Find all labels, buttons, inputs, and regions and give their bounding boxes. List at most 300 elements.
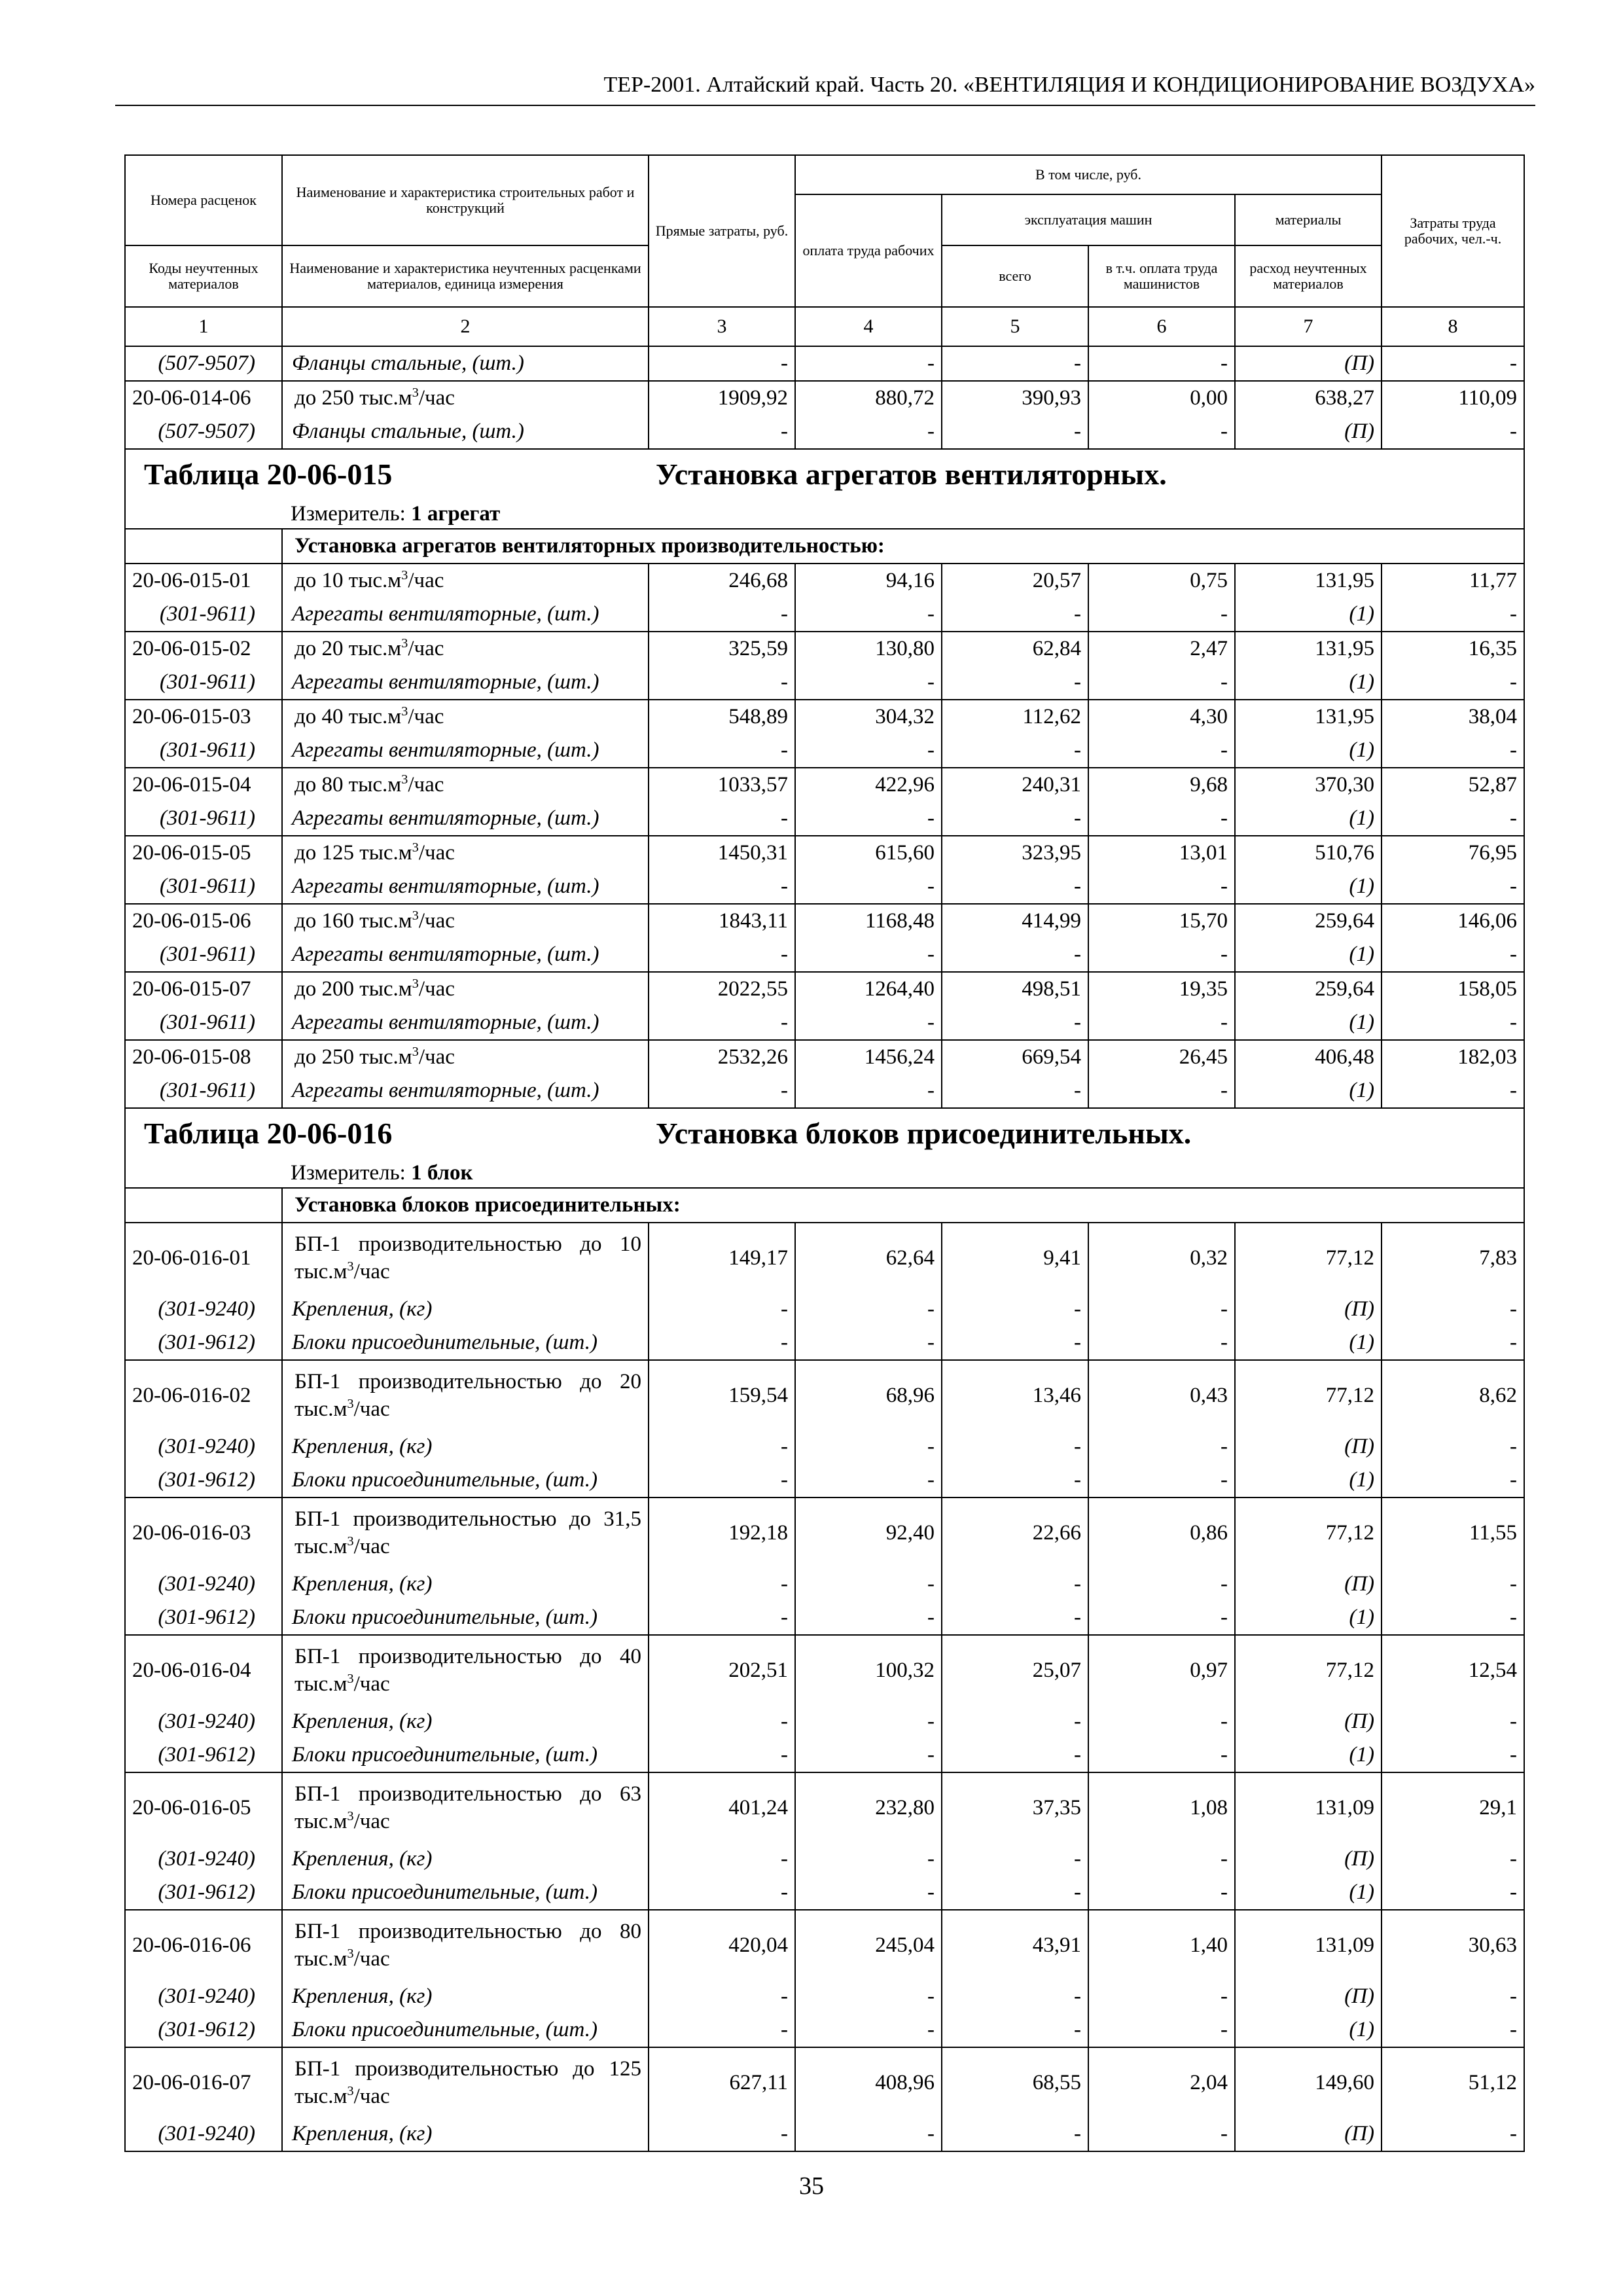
cell-labor-hours: 182,03 (1382, 1040, 1524, 1074)
material-row (125, 1980, 1524, 2013)
cell-direct-costs: - (649, 802, 795, 836)
cell-machinist-pay: 0,75 (1088, 564, 1235, 598)
page-number: 35 (799, 2172, 824, 2200)
cell-labor-pay: - (795, 415, 942, 449)
col-including: В том числе, руб. (795, 155, 1382, 194)
cell-direct-costs: - (649, 1980, 795, 2013)
cell-machine-total: - (942, 666, 1088, 700)
cell-direct-costs: 159,54 (649, 1360, 795, 1430)
col-labor-hours: Затраты труда рабочих, чел.-ч. (1382, 155, 1524, 307)
cell-machinist-pay: - (1088, 1463, 1235, 1498)
material-code: (301-9611) (125, 598, 282, 632)
cell-direct-costs: - (649, 2117, 795, 2151)
cell-labor-hours: 30,63 (1382, 1910, 1524, 1980)
cell-labor-pay: - (795, 598, 942, 632)
cell-machine-total: - (942, 1601, 1088, 1635)
cell-materials: (1) (1235, 938, 1382, 972)
rate-code: 20-06-016-07 (125, 2047, 282, 2117)
material-name: Крепления, (кг) (282, 1842, 649, 1876)
material-row (125, 734, 1524, 768)
rate-code: 20-06-015-03 (125, 700, 282, 734)
rate-name: БП-1 производительностью до 10 $тыс.м^3$/час (282, 1223, 649, 1293)
rate-row (125, 1040, 1524, 1074)
cell-machinist-pay: - (1088, 1006, 1235, 1040)
cell-machine-total: 62,84 (942, 632, 1088, 666)
cell-machinist-pay: - (1088, 2013, 1235, 2047)
table-016-body (125, 1223, 1524, 2151)
cell-labor-pay: - (795, 2013, 942, 2047)
material-name: Блоки присоединительные, (шт.) (282, 1601, 649, 1635)
cell-materials: (П) (1235, 346, 1382, 381)
rate-code: 20-06-015-06 (125, 904, 282, 938)
cell-direct-costs: - (649, 938, 795, 972)
cell-direct-costs: - (649, 1601, 795, 1635)
cell-labor-pay: 130,80 (795, 632, 942, 666)
material-name: Крепления, (кг) (282, 1705, 649, 1738)
group-row (125, 1188, 1524, 1223)
col-number: 4 (795, 307, 942, 346)
cell-machinist-pay: 0,43 (1088, 1360, 1235, 1430)
cell-labor-pay: 68,96 (795, 1360, 942, 1430)
material-name: Фланцы стальные, (шт.) (282, 415, 649, 449)
col-number: 2 (282, 307, 649, 346)
cell-machine-total: - (942, 1842, 1088, 1876)
cell-materials: (П) (1235, 415, 1382, 449)
cell-direct-costs: 1909,92 (649, 381, 795, 415)
material-row (125, 938, 1524, 972)
cell-labor-pay: - (795, 734, 942, 768)
cell-labor-pay: 304,32 (795, 700, 942, 734)
rates-table (124, 154, 1525, 2152)
cell-direct-costs: 149,17 (649, 1223, 795, 1293)
cell-materials: 77,12 (1235, 1223, 1382, 1293)
measure-line: Измеритель: 1 агрегат (291, 502, 501, 526)
material-row (125, 802, 1524, 836)
cell-labor-pay: - (795, 1601, 942, 1635)
group-title: Установка агрегатов вентиляторных производительностью: (294, 534, 885, 558)
rate-code: 20-06-016-03 (125, 1498, 282, 1568)
cell-materials: 259,64 (1235, 904, 1382, 938)
cell-labor-hours: - (1382, 734, 1524, 768)
cell-direct-costs: - (649, 2013, 795, 2047)
material-row (125, 2117, 1524, 2151)
rate-name: БП-1 производительностью до 20 $тыс.м^3$/час (282, 1360, 649, 1430)
rate-row (125, 972, 1524, 1006)
cell-machinist-pay: 2,47 (1088, 632, 1235, 666)
rate-row (125, 1360, 1524, 1430)
col-materials: материалы (1235, 194, 1382, 245)
cell-machinist-pay: - (1088, 1326, 1235, 1360)
material-row (125, 1738, 1524, 1772)
cell-labor-pay: - (795, 1876, 942, 1910)
cell-materials: (П) (1235, 1568, 1382, 1601)
material-name: Блоки присоединительные, (шт.) (282, 1738, 649, 1772)
material-row (125, 415, 1524, 449)
rate-name: до 10 $тыс.м^3$/час (282, 564, 649, 598)
cell-machinist-pay: 19,35 (1088, 972, 1235, 1006)
cell-machinist-pay: - (1088, 2117, 1235, 2151)
cell-machine-total: - (942, 734, 1088, 768)
cell-direct-costs: - (649, 666, 795, 700)
cell-machinist-pay: - (1088, 734, 1235, 768)
material-code: (301-9240) (125, 1980, 282, 2013)
cell-machine-total: 498,51 (942, 972, 1088, 1006)
cell-materials: (1) (1235, 2013, 1382, 2047)
cell-labor-pay: 245,04 (795, 1910, 942, 1980)
material-code: (301-9240) (125, 1568, 282, 1601)
cell-machinist-pay: - (1088, 1074, 1235, 1108)
table-title: Установка агрегатов вентиляторных. (656, 457, 1167, 491)
rate-code: 20-06-015-04 (125, 768, 282, 802)
cell-machine-total: - (942, 802, 1088, 836)
cell-labor-pay: - (795, 1568, 942, 1601)
cell-machine-total: - (942, 1293, 1088, 1326)
cell-machinist-pay: - (1088, 666, 1235, 700)
cell-labor-pay: 880,72 (795, 381, 942, 415)
cell-materials: (П) (1235, 2117, 1382, 2151)
cell-machinist-pay: - (1088, 1601, 1235, 1635)
cell-labor-hours: 7,83 (1382, 1223, 1524, 1293)
col-labor-pay: оплата труда рабочих (795, 194, 942, 307)
cell-materials: 638,27 (1235, 381, 1382, 415)
material-code: (301-9240) (125, 2117, 282, 2151)
material-row (125, 1074, 1524, 1108)
material-row (125, 1293, 1524, 1326)
cell-machine-total: - (942, 1876, 1088, 1910)
cell-materials: (П) (1235, 1980, 1382, 2013)
cell-machinist-pay: - (1088, 1430, 1235, 1463)
cell-labor-hours: - (1382, 938, 1524, 972)
cell-direct-costs: 1843,11 (649, 904, 795, 938)
rate-row (125, 1910, 1524, 1980)
cell-labor-hours: - (1382, 1326, 1524, 1360)
material-name: Агрегаты вентиляторные, (шт.) (282, 870, 649, 904)
rate-name: БП-1 производительностью до 125 $тыс.м^3$/час (282, 2047, 649, 2117)
material-name: Агрегаты вентиляторные, (шт.) (282, 734, 649, 768)
rate-row (125, 700, 1524, 734)
material-row (125, 1006, 1524, 1040)
cell-labor-hours: - (1382, 1463, 1524, 1498)
material-row (125, 1326, 1524, 1360)
cell-labor-pay: - (795, 1980, 942, 2013)
cell-labor-pay: - (795, 938, 942, 972)
cell-labor-pay: - (795, 666, 942, 700)
material-name: Крепления, (кг) (282, 1293, 649, 1326)
rate-row (125, 2047, 1524, 2117)
col-rate-numbers: Номера расценок (125, 155, 282, 245)
cell-labor-pay: - (795, 1842, 942, 1876)
material-row (125, 1430, 1524, 1463)
material-row (125, 1568, 1524, 1601)
table-body (125, 346, 1524, 564)
cell-machinist-pay: - (1088, 1293, 1235, 1326)
cell-machine-total: - (942, 1738, 1088, 1772)
col-machine-total: всего (942, 245, 1088, 307)
cell-machine-total: - (942, 1980, 1088, 2013)
cell-direct-costs: - (649, 1738, 795, 1772)
cell-materials: (1) (1235, 734, 1382, 768)
col-number: 1 (125, 307, 282, 346)
material-code: (301-9611) (125, 1006, 282, 1040)
col-machine-operation: эксплуатация машин (942, 194, 1235, 245)
material-code: (507-9507) (125, 346, 282, 381)
cell-materials: 149,60 (1235, 2047, 1382, 2117)
cell-machine-total: - (942, 415, 1088, 449)
material-code: (301-9240) (125, 1430, 282, 1463)
material-code: (301-9240) (125, 1705, 282, 1738)
cell-machinist-pay: 13,01 (1088, 836, 1235, 870)
cell-materials: (1) (1235, 1463, 1382, 1498)
cell-direct-costs: - (649, 346, 795, 381)
cell-materials: 131,95 (1235, 700, 1382, 734)
table-015-body (125, 564, 1524, 1108)
cell-machinist-pay: - (1088, 1568, 1235, 1601)
cell-direct-costs: - (649, 415, 795, 449)
cell-direct-costs: - (649, 598, 795, 632)
cell-materials: (1) (1235, 1601, 1382, 1635)
cell-machinist-pay: 0,32 (1088, 1223, 1235, 1293)
cell-machinist-pay: - (1088, 1738, 1235, 1772)
cell-materials: 131,95 (1235, 632, 1382, 666)
cell-machinist-pay: 26,45 (1088, 1040, 1235, 1074)
cell-labor-pay: - (795, 1074, 942, 1108)
cell-materials: (П) (1235, 1293, 1382, 1326)
cell-direct-costs: 420,04 (649, 1910, 795, 1980)
col-direct-costs: Прямые затраты, руб. (649, 155, 795, 307)
cell-machine-total: 37,35 (942, 1772, 1088, 1842)
cell-labor-pay: 408,96 (795, 2047, 942, 2117)
rate-name: до 250 $тыс.м^3$/час (282, 381, 649, 415)
material-code: (301-9612) (125, 1463, 282, 1498)
cell-direct-costs: 2022,55 (649, 972, 795, 1006)
cell-materials: 370,30 (1235, 768, 1382, 802)
rate-row (125, 768, 1524, 802)
col-number: 3 (649, 307, 795, 346)
material-code: (301-9240) (125, 1842, 282, 1876)
cell-labor-hours: - (1382, 598, 1524, 632)
material-code: (301-9240) (125, 1293, 282, 1326)
material-name: Крепления, (кг) (282, 1568, 649, 1601)
material-name: Крепления, (кг) (282, 1980, 649, 2013)
cell-labor-hours: - (1382, 346, 1524, 381)
rate-code: 20-06-015-05 (125, 836, 282, 870)
cell-materials: 131,95 (1235, 564, 1382, 598)
material-code: (301-9611) (125, 870, 282, 904)
cell-materials: (П) (1235, 1705, 1382, 1738)
cell-labor-pay: - (795, 1705, 942, 1738)
rate-code: 20-06-016-06 (125, 1910, 282, 1980)
rate-code: 20-06-016-05 (125, 1772, 282, 1842)
col-number: 6 (1088, 307, 1235, 346)
cell-machinist-pay: - (1088, 802, 1235, 836)
cell-labor-pay: 615,60 (795, 836, 942, 870)
cell-materials: (1) (1235, 870, 1382, 904)
cell-machine-total: - (942, 346, 1088, 381)
material-name: Фланцы стальные, (шт.) (282, 346, 649, 381)
material-code: (301-9612) (125, 2013, 282, 2047)
rate-code: 20-06-014-06 (125, 381, 282, 415)
cell-machine-total: 112,62 (942, 700, 1088, 734)
cell-labor-hours: 38,04 (1382, 700, 1524, 734)
table-header (125, 155, 1524, 346)
material-code: (301-9612) (125, 1601, 282, 1635)
cell-machinist-pay: 0,00 (1088, 381, 1235, 415)
material-name: Агрегаты вентиляторные, (шт.) (282, 1006, 649, 1040)
cell-labor-hours: 51,12 (1382, 2047, 1524, 2117)
cell-labor-hours: 158,05 (1382, 972, 1524, 1006)
cell-materials: (1) (1235, 1006, 1382, 1040)
cell-machine-total: 68,55 (942, 2047, 1088, 2117)
rate-name: до 40 $тыс.м^3$/час (282, 700, 649, 734)
cell-labor-pay: - (795, 2117, 942, 2151)
group-row (125, 529, 1524, 564)
cell-labor-pay: 422,96 (795, 768, 942, 802)
cell-machine-total: - (942, 1006, 1088, 1040)
material-name: Блоки присоединительные, (шт.) (282, 2013, 649, 2047)
cell-machinist-pay: 1,08 (1088, 1772, 1235, 1842)
cell-labor-pay: - (795, 870, 942, 904)
cell-machine-total: - (942, 598, 1088, 632)
cell-direct-costs: - (649, 1568, 795, 1601)
cell-labor-hours: - (1382, 1876, 1524, 1910)
col-unaccounted-materials: расход неучтенных материалов (1235, 245, 1382, 307)
cell-labor-pay: 232,80 (795, 1772, 942, 1842)
material-name: Крепления, (кг) (282, 1430, 649, 1463)
cell-labor-hours: - (1382, 1980, 1524, 2013)
material-row (125, 1705, 1524, 1738)
cell-labor-hours: - (1382, 666, 1524, 700)
rate-row (125, 632, 1524, 666)
cell-labor-pay: - (795, 1006, 942, 1040)
cell-machine-total: - (942, 870, 1088, 904)
col-material-codes: Коды неучтенных материалов (125, 245, 282, 307)
cell-machinist-pay: - (1088, 415, 1235, 449)
cell-machine-total: 43,91 (942, 1910, 1088, 1980)
cell-machinist-pay: 0,97 (1088, 1635, 1235, 1705)
cell-labor-hours: - (1382, 1074, 1524, 1108)
cell-materials: 77,12 (1235, 1498, 1382, 1568)
cell-labor-pay: 1264,40 (795, 972, 942, 1006)
cell-direct-costs: 246,68 (649, 564, 795, 598)
cell-machinist-pay: - (1088, 346, 1235, 381)
cell-direct-costs: 1450,31 (649, 836, 795, 870)
cell-materials: 406,48 (1235, 1040, 1382, 1074)
cell-machine-total: - (942, 2013, 1088, 2047)
cell-labor-hours: - (1382, 2117, 1524, 2151)
cell-machinist-pay: - (1088, 870, 1235, 904)
measure-line: Измеритель: 1 блок (291, 1161, 473, 1185)
cell-machine-total: - (942, 1568, 1088, 1601)
cell-labor-pay: - (795, 1463, 942, 1498)
rate-row (125, 836, 1524, 870)
rate-row (125, 1498, 1524, 1568)
rate-name: до 160 $тыс.м^3$/час (282, 904, 649, 938)
cell-materials: (1) (1235, 666, 1382, 700)
cell-labor-pay: - (795, 1326, 942, 1360)
cell-labor-hours: - (1382, 2013, 1524, 2047)
material-code: (301-9611) (125, 802, 282, 836)
material-name: Агрегаты вентиляторные, (шт.) (282, 666, 649, 700)
material-name: Агрегаты вентиляторные, (шт.) (282, 802, 649, 836)
cell-labor-pay: 100,32 (795, 1635, 942, 1705)
cell-labor-hours: 16,35 (1382, 632, 1524, 666)
cell-machine-total: 13,46 (942, 1360, 1088, 1430)
cell-direct-costs: - (649, 1326, 795, 1360)
cell-labor-hours: 11,77 (1382, 564, 1524, 598)
cell-materials: 77,12 (1235, 1360, 1382, 1430)
cell-direct-costs: - (649, 1705, 795, 1738)
cell-machinist-pay: 9,68 (1088, 768, 1235, 802)
cell-direct-costs: - (649, 1463, 795, 1498)
cell-machinist-pay: - (1088, 1980, 1235, 2013)
cell-machinist-pay: 1,40 (1088, 1910, 1235, 1980)
cell-materials: (1) (1235, 1738, 1382, 1772)
cell-labor-hours: 76,95 (1382, 836, 1524, 870)
group-title: Установка блоков присоединительных: (294, 1193, 681, 1217)
rate-name: до 250 $тыс.м^3$/час (282, 1040, 649, 1074)
cell-labor-hours: 29,1 (1382, 1772, 1524, 1842)
rate-name: БП-1 производительностью до 63 $тыс.м^3$/час (282, 1772, 649, 1842)
cell-labor-pay: 92,40 (795, 1498, 942, 1568)
cell-labor-hours: - (1382, 1601, 1524, 1635)
rate-name: БП-1 производительностью до 40 $тыс.м^3$/час (282, 1635, 649, 1705)
material-row (125, 346, 1524, 381)
cell-labor-pay: - (795, 1430, 942, 1463)
cell-labor-hours: - (1382, 415, 1524, 449)
cell-labor-hours: - (1382, 1293, 1524, 1326)
cell-materials: (П) (1235, 1842, 1382, 1876)
cell-machine-total: 9,41 (942, 1223, 1088, 1293)
cell-machine-total: - (942, 1463, 1088, 1498)
material-code: (507-9507) (125, 415, 282, 449)
cell-direct-costs: 192,18 (649, 1498, 795, 1568)
cell-labor-hours: 52,87 (1382, 768, 1524, 802)
cell-labor-pay: - (795, 1738, 942, 1772)
rate-code: 20-06-015-07 (125, 972, 282, 1006)
cell-materials: (1) (1235, 1074, 1382, 1108)
cell-machine-total: - (942, 1705, 1088, 1738)
material-row (125, 870, 1524, 904)
cell-labor-hours: - (1382, 1738, 1524, 1772)
cell-labor-hours: - (1382, 1430, 1524, 1463)
rate-row (125, 1772, 1524, 1842)
cell-labor-pay: - (795, 346, 942, 381)
cell-machine-total: 25,07 (942, 1635, 1088, 1705)
cell-labor-hours: - (1382, 870, 1524, 904)
rate-row (125, 1635, 1524, 1705)
material-name: Блоки присоединительные, (шт.) (282, 1326, 649, 1360)
cell-direct-costs: 401,24 (649, 1772, 795, 1842)
rate-code: 20-06-015-01 (125, 564, 282, 598)
cell-machinist-pay: 15,70 (1088, 904, 1235, 938)
cell-machine-total: - (942, 2117, 1088, 2151)
material-code: (301-9612) (125, 1876, 282, 1910)
material-row (125, 1842, 1524, 1876)
cell-machine-total: 323,95 (942, 836, 1088, 870)
cell-labor-pay: 1456,24 (795, 1040, 942, 1074)
material-code: (301-9611) (125, 666, 282, 700)
col-machinist-pay: в т.ч. оплата труда машинистов (1088, 245, 1235, 307)
rate-code: 20-06-015-08 (125, 1040, 282, 1074)
running-header: ТЕР-2001. Алтайский край. Часть 20. «ВЕНТИЛЯЦИЯ И КОНДИЦИОНИРОВАНИЕ ВОЗДУХА» (115, 71, 1535, 106)
material-row (125, 2013, 1524, 2047)
rate-row (125, 1223, 1524, 1293)
material-name: Блоки присоединительные, (шт.) (282, 1463, 649, 1498)
rate-name: БП-1 производительностью до 80 $тыс.м^3$/час (282, 1910, 649, 1980)
col-work-name: Наименование и характеристика строительных работ и конструкций (282, 155, 649, 245)
material-code: (301-9611) (125, 1074, 282, 1108)
cell-machinist-pay: 0,86 (1088, 1498, 1235, 1568)
